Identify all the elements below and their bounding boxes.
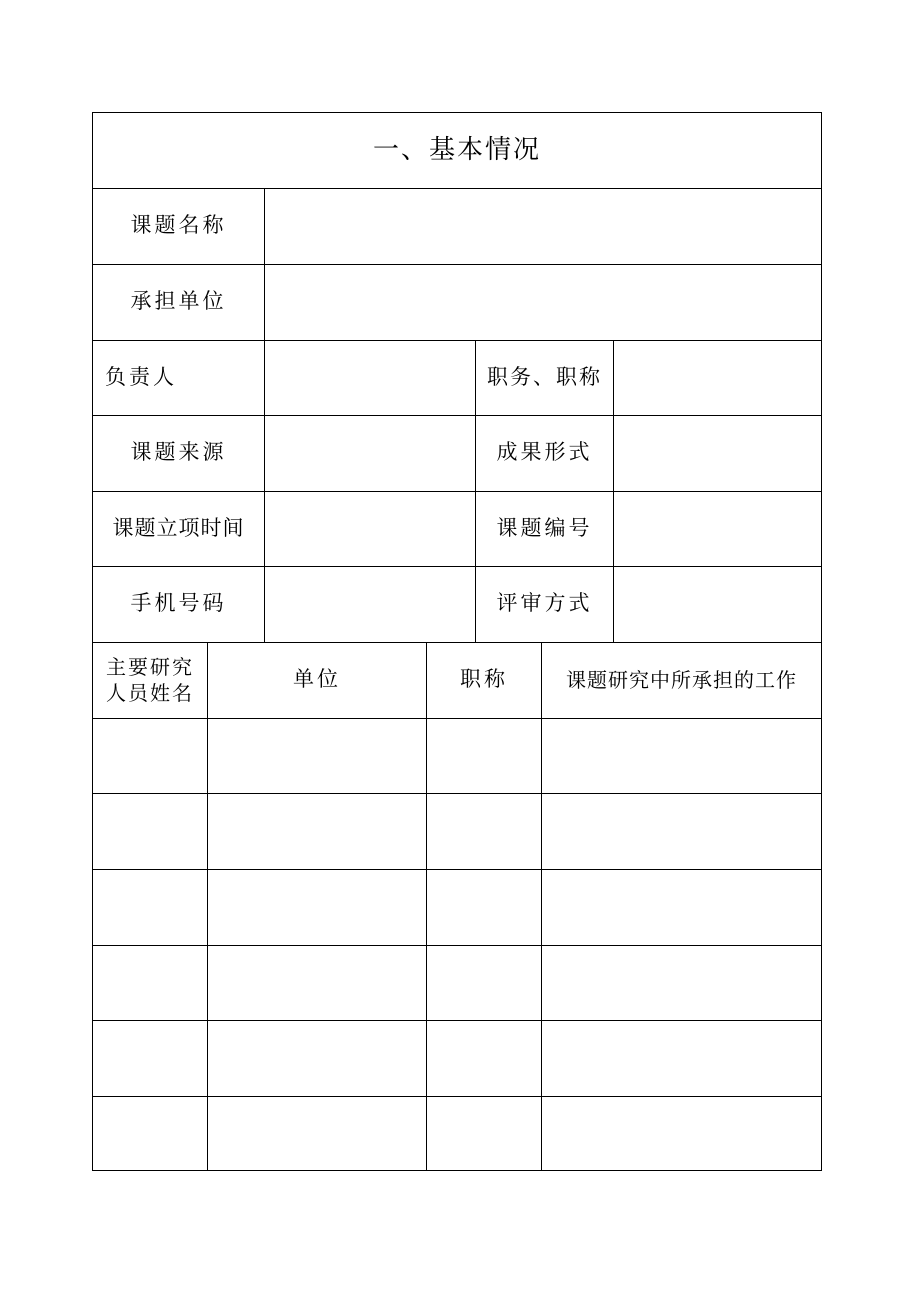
leader-label: 负责人 [105,364,177,389]
members-table-row [93,870,821,945]
review-method-label: 评审方式 [496,591,593,616]
member-unit-cell[interactable] [208,870,426,945]
member-title-cell[interactable] [427,1021,541,1096]
member-unit-cell[interactable] [208,794,426,869]
undertaking-unit-label: 承担单位 [130,289,227,314]
members-table-row [93,1021,821,1096]
members-table-row [93,1097,821,1170]
position-title-label: 职务、职称 [487,364,602,389]
member-unit-cell[interactable] [208,1021,426,1096]
members-header-title: 职称 [460,667,508,692]
members-table-row [93,719,821,793]
members-header-work: 课题研究中所承担的工作 [566,668,797,692]
position-title-field[interactable] [614,341,821,415]
member-work-cell[interactable] [542,794,821,869]
members-header-name-line1: 主要研究 [106,655,194,679]
members-table-row [93,794,821,869]
member-title-cell[interactable] [427,946,541,1020]
members-header-unit: 单位 [293,667,341,692]
project-source-field[interactable] [265,416,475,491]
member-name-cell[interactable] [93,794,207,869]
approval-time-label: 课题立项时间 [112,515,245,540]
members-header-name-line2: 人员姓名 [106,681,194,705]
project-name-field[interactable] [265,189,821,264]
basic-info-form [92,112,822,1171]
project-name-label: 课题名称 [130,213,227,238]
approval-time-field[interactable] [265,492,475,566]
project-source-label: 课题来源 [130,440,227,465]
member-work-cell[interactable] [542,870,821,945]
member-name-cell[interactable] [93,1097,207,1170]
member-name-cell[interactable] [93,870,207,945]
member-name-cell[interactable] [93,719,207,793]
member-work-cell[interactable] [542,1021,821,1096]
member-unit-cell[interactable] [208,719,426,793]
member-title-cell[interactable] [427,794,541,869]
member-unit-cell[interactable] [208,1097,426,1170]
project-number-field[interactable] [614,492,821,566]
result-form-field[interactable] [614,416,821,491]
section-title: 一、基本情况 [372,134,541,165]
member-title-cell[interactable] [427,719,541,793]
member-title-cell[interactable] [427,1097,541,1170]
result-form-label: 成果形式 [496,440,593,465]
member-unit-cell[interactable] [208,946,426,1020]
undertaking-unit-field[interactable] [265,265,821,340]
member-work-cell[interactable] [542,1097,821,1170]
phone-label: 手机号码 [130,591,227,616]
members-header-name [93,642,207,718]
review-method-field[interactable] [614,567,821,642]
leader-field[interactable] [265,341,475,415]
member-name-cell[interactable] [93,1021,207,1096]
member-name-cell[interactable] [93,946,207,1020]
member-work-cell[interactable] [542,719,821,793]
member-title-cell[interactable] [427,870,541,945]
project-number-label: 课题编号 [496,515,593,540]
members-table-row [93,946,821,1020]
member-work-cell[interactable] [542,946,821,1020]
phone-field[interactable] [265,567,475,642]
